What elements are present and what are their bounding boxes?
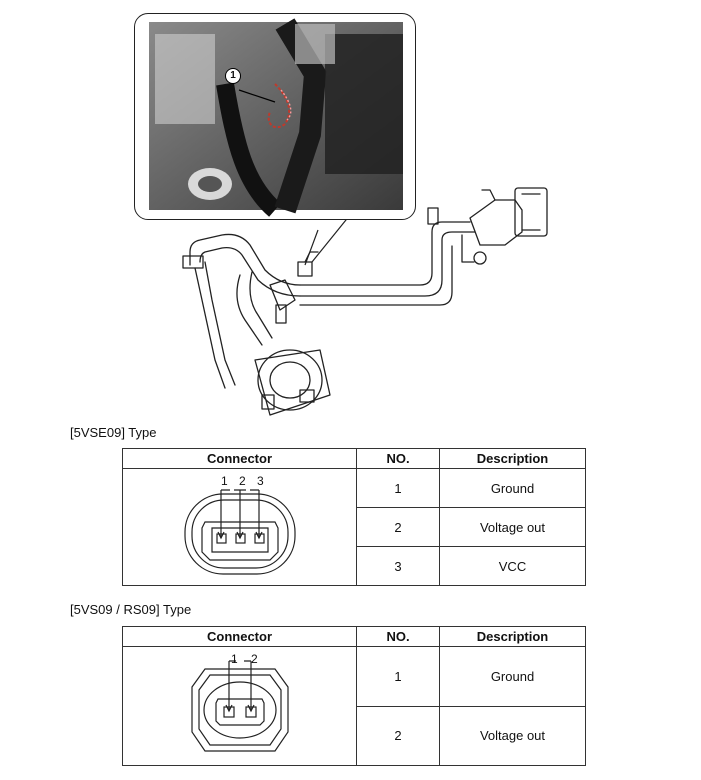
header-description: Description	[440, 627, 586, 647]
pin-label: 2	[251, 652, 258, 666]
pin-label: 1	[231, 652, 238, 666]
header-no: NO.	[357, 627, 440, 647]
pin-number: 1	[357, 647, 440, 707]
connector-table-5vse09	[122, 448, 586, 586]
table-row	[123, 647, 586, 707]
header-description: Description	[440, 449, 586, 469]
connector-drawing-cell	[123, 469, 357, 586]
pin-label: 3	[257, 474, 264, 488]
pin-number: 1	[357, 469, 440, 508]
two-pin-connector-icon	[160, 647, 320, 765]
type-label-5vse09: [5VSE09] Type	[70, 425, 157, 440]
pin-description: Voltage out	[440, 706, 586, 766]
sensor-location-photo	[134, 13, 416, 220]
header-no: NO.	[357, 449, 440, 469]
connector-table-5vs09-rs09	[122, 626, 586, 766]
connector-drawing-cell	[123, 647, 357, 766]
three-pin-connector-icon	[160, 472, 320, 582]
header-connector: Connector	[123, 449, 357, 469]
pin-description: VCC	[440, 547, 586, 586]
pin-description: Voltage out	[440, 508, 586, 547]
pin-number: 2	[357, 706, 440, 766]
table-row	[123, 469, 586, 508]
pin-number: 2	[357, 508, 440, 547]
pin-label: 2	[239, 474, 246, 488]
pin-description: Ground	[440, 469, 586, 508]
pin-description: Ground	[440, 647, 586, 707]
pin-number: 3	[357, 547, 440, 586]
callout-number-badge: 1	[225, 68, 241, 84]
header-connector: Connector	[123, 627, 357, 647]
pin-label: 1	[221, 474, 228, 488]
type-label-5vs09-rs09: [5VS09 / RS09] Type	[70, 602, 192, 617]
